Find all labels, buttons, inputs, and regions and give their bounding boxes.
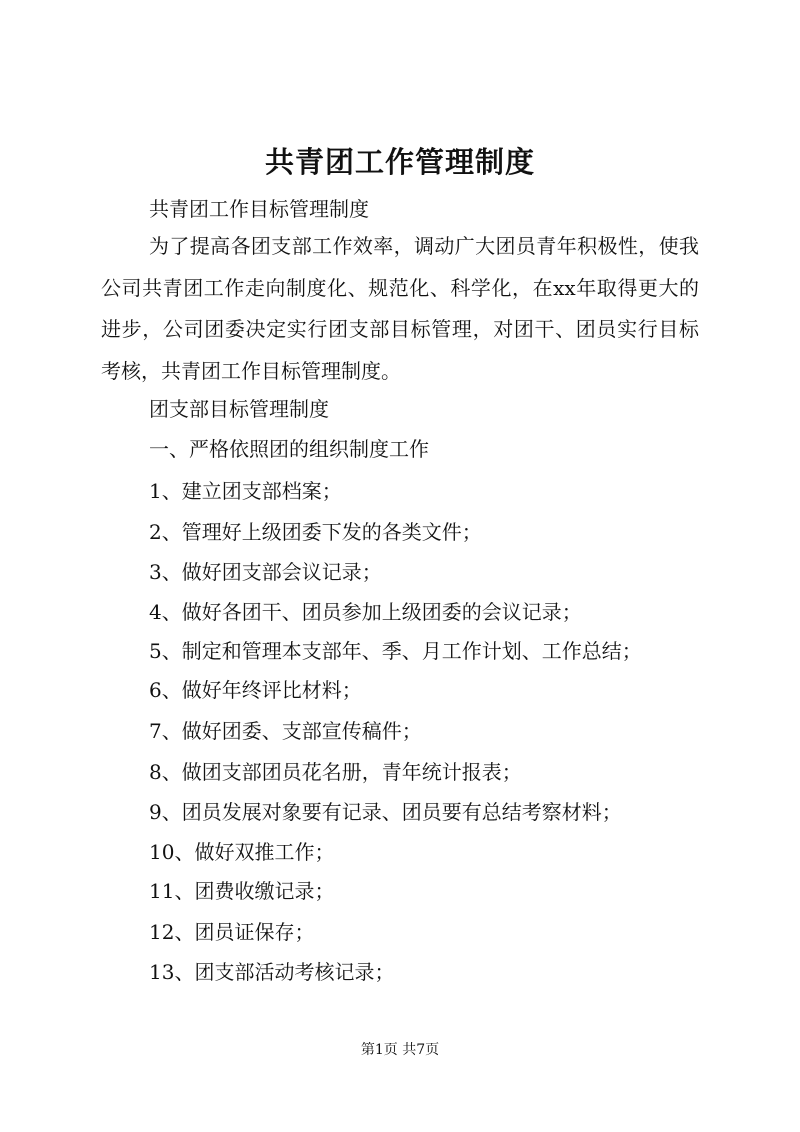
list-item-5: 5、制定和管理本支部年、季、月工作计划、工作总结； — [149, 639, 642, 663]
section-one-heading: 一、严格依照团的组织制度工作 — [149, 437, 429, 461]
list-item-2: 2、管理好上级团委下发的各类文件； — [149, 520, 482, 544]
subtitle: 共青团工作目标管理制度 — [149, 197, 369, 221]
list-item-12: 12、团员证保存； — [149, 920, 315, 944]
list-item-9: 9、团员发展对象要有记录、团员要有总结考察材料； — [149, 800, 622, 824]
list-item-11: 11、团费收缴记录； — [149, 879, 335, 903]
list-item-13: 13、团支部活动考核记录； — [149, 960, 395, 984]
section-heading: 团支部目标管理制度 — [149, 397, 329, 421]
list-item-3: 3、做好团支部会议记录； — [149, 560, 382, 584]
document-title: 共青团工作管理制度 — [264, 145, 535, 179]
list-item-4: 4、做好各团干、团员参加上级团委的会议记录； — [149, 600, 582, 624]
list-item-10: 10、做好双推工作； — [149, 840, 335, 864]
intro-paragraph: 为了提高各团支部工作效率，调动广大团员青年积极性，使我公司共青团工作走向制度化、规范化、科学化，在xx年取得更大的进步，公司团委决定实行团支部目标管理，对团干、团员实行目标考核，共青团工作目标管理制度。 — [101, 234, 699, 383]
list-item-1: 1、建立团支部档案； — [149, 479, 342, 503]
page-indicator: 第1页 共7页 — [360, 1042, 440, 1058]
list-item-8: 8、做团支部团员花名册，青年统计报表； — [149, 760, 522, 784]
list-item-6: 6、做好年终评比材料； — [149, 678, 362, 702]
list-item-7: 7、做好团委、支部宣传稿件； — [149, 719, 422, 743]
